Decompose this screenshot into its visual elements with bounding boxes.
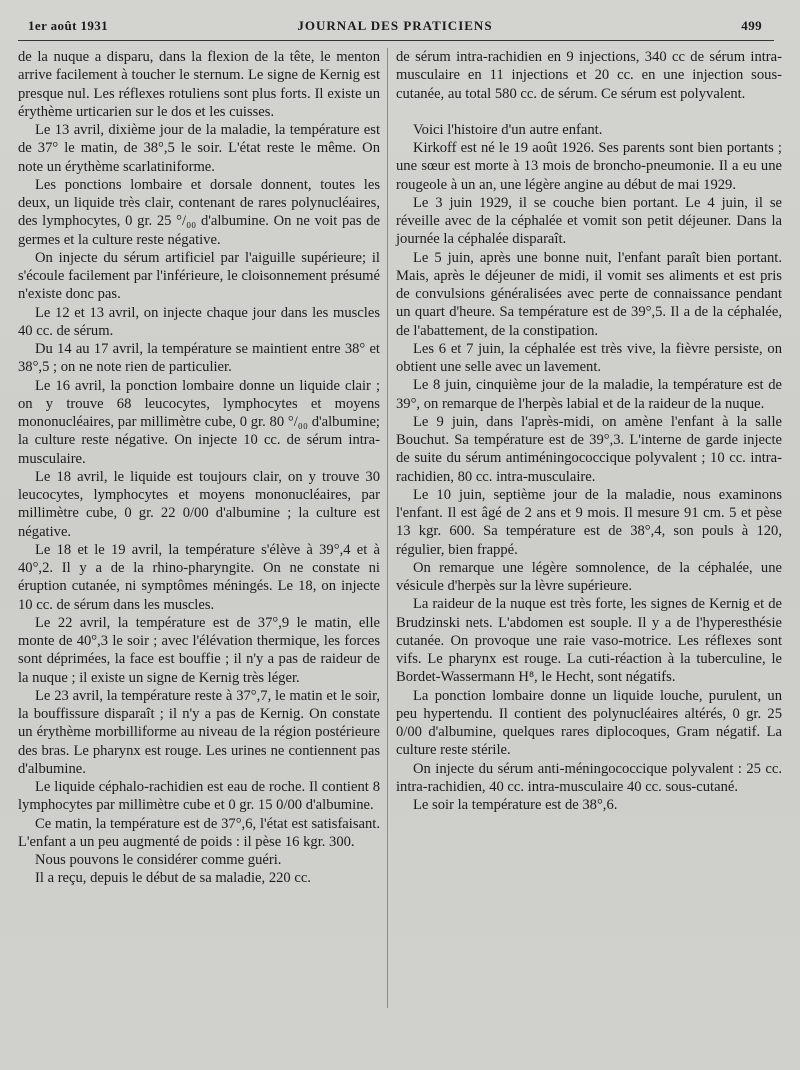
paragraph: On injecte du sérum artificiel par l'aiguille supérieure; il s'écoule facilement par l'inférieure, le cloisonnement présumé n'existe donc pas. [18,249,380,303]
column-divider [387,48,388,1008]
journal-title: JOURNAL DES PRATICIENS [297,18,493,33]
paragraph: La ponction lombaire donne un liquide louche, purulent, un peu hypertendu. Il contient des polynucléaires altérés, 0 gr. 25 0/00 d'albumine, quelques rares diplocoques, Gram négatif. La culture reste stérile. [396,687,782,759]
paragraph: Le 8 juin, cinquième jour de la maladie, la température est de 39°, on remarque de l'herpès labial et de la raideur de la nuque. [396,377,782,412]
left-column [18,48,380,888]
paragraph: Le 16 avril, la ponction lombaire donne un liquide clair ; on y trouve 68 leucocytes, lymphocytes et moyens mononucléaires, par millimètre cube, 0 gr. 80 °/₀₀ d'albumine; la culture reste négative. On injecte 10 cc. de sérum intra-musculaire. [18,377,380,467]
paragraph: Le 10 juin, septième jour de la maladie, nous examinons l'enfant. Il est âgé de 2 ans et 9 mois. Il mesure 91 cm. 5 et pèse 13 kgr. 600. Sa température est de 38°,4, son pouls à 120, régulier, bien frappé. [396,486,782,558]
paragraph: Nous pouvons le considérer comme guéri. [35,852,282,868]
paragraph: Le 22 avril, la température est de 37°,9 le matin, elle monte de 40°,3 le soir ; avec l'élévation thermique, les forces sont déprimées, la face est bouffie ; il n'y a pas de raideur de la nuque ; il existe un signe de Kernig très léger. [18,614,380,686]
paragraph: Le liquide céphalo-rachidien est eau de roche. Il contient 8 lymphocytes par millimètre cube et 0 gr. 15 0/00 d'albumine. [18,779,380,814]
paragraph: Le 9 juin, dans l'après-midi, on amène l'enfant à la salle Bouchut. Sa température est de 39°,3. L'interne de garde injecte de suite du sérum antiméningococcique polyvalent ; 10 cc. intra-rachidien, 80 cc. intra-musculaire. [396,413,782,485]
paragraph: Du 14 au 17 avril, la température se maintient entre 38° et 38°,5 ; on ne note rien de particulier. [18,341,380,376]
paragraph: Le 23 avril, la température reste à 37°,7, le matin et le soir, la bouffissure disparaît ; il n'y a pas de Kernig. On constate un érythème morbilliforme au niveau de la région postérieure des bras. Le pharynx est rouge. Les urines ne contiennent pas d'albumine. [18,687,380,777]
paragraph: Les 6 et 7 juin, la céphalée est très vive, la fièvre persiste, on obtient une selle avec un lavement. [396,340,782,375]
paragraph: Le 13 avril, dixième jour de la maladie, la température est de 37° le matin, de 38°,5 le soir. L'état reste le même. On note un érythème scarlatiniforme. [18,122,380,175]
header-rule [18,40,774,41]
paragraph: de la nuque a disparu, dans la flexion de la tête, le menton arrive facilement à toucher le sternum. Le signe de Kernig est presque nul. Les réflexes rotuliens sont plus forts. Il existe un érythème urticarien sur le dos et les cuisses. [18,49,380,120]
paragraph: Voici l'histoire d'un autre enfant. [413,121,603,138]
paragraph: Kirkoff est né le 19 août 1926. Ses parents sont bien portants ; une sœur est morte à 13 mois de broncho-pneumonie. Il a eu une rougeole à un an, une légère angine au début de mai 1929. [396,140,782,193]
paragraph: La raideur de la nuque est très forte, les signes de Kernig et de Brudzinski nets. L'abdomen est souple. Il y a de l'hyperesthésie cutanée. On provoque une raie vaso-motrice. Les réflexes sont vifs. Le pharynx est rouge. La cuti-réaction à la tuberculine, le Bordet-Wassermann H⁸, le Hecht, sont négatifs. [396,596,782,686]
paragraph: Les ponctions lombaire et dorsale donnent, toutes les deux, un liquide très clair, contenant de rares polynucléaires, des lymphocytes, 0 gr. 25 °/₀₀ d'albumine. On ne voit pas de germes et la culture reste négative. [18,176,380,248]
paragraph: Le 12 et 13 avril, on injecte chaque jour dans les muscles 40 cc. de sérum. [18,304,380,339]
issue-date: 1er août 1931 [28,18,109,33]
paragraph: On injecte du sérum anti-méningococcique polyvalent : 25 cc. intra-rachidien, 40 cc. intra-musculaire 40 cc. sous-cutané. [396,760,782,795]
paragraph: Le 18 avril, le liquide est toujours clair, on y trouve 30 leucocytes, lymphocytes et moyens mononucléaires, par millimètre cube, 0 gr. 22 0/00 d'albumine ; la culture est négative. [18,468,380,540]
paragraph: Il a reçu, depuis le début de sa maladie, 220 cc. [35,870,311,887]
page-number: 499 [741,18,762,33]
paragraph: Le soir la température est de 38°,6. [413,797,618,813]
right-column [396,48,782,814]
page-header [28,14,762,40]
paragraph: Ce matin, la température est de 37°,6, l'état est satisfaisant. L'enfant a un peu augmenté de poids : il pèse 16 kgr. 300. [18,815,380,850]
paragraph: Le 3 juin 1929, il se couche bien portant. Le 4 juin, il se réveille avec de la céphalée et vomit son petit déjeuner. Dans la journée la céphalée disparaît. [396,194,782,248]
paragraph: de sérum intra-rachidien en 9 injections, 340 cc de sérum intra-musculaire en 11 injections et 20 cc. en une injection sous-cutanée, au total 580 cc. de sérum. Ce sérum est polyvalent. [396,49,782,102]
paragraph: On remarque une légère somnolence, de la céphalée, une vésicule d'herpès sur la lèvre supérieure. [396,559,782,594]
paragraph: Le 18 et le 19 avril, la température s'élève à 39°,4 et à 40°,2. Il y a de la rhino-pharyngite. On ne constate ni éruption cutanée, ni symptômes méningés. Le 18, on injecte 10 cc. de sérum dans les muscles. [18,541,380,613]
paragraph: Le 5 juin, après une bonne nuit, l'enfant paraît bien portant. Mais, après le déjeuner de midi, il vomit ses aliments et est pris de convulsions généralisées avec perte de connaissance pendant un quart d'heure. Sa température est de 39°,5. Il a de la céphalée, de l'abattement, de la constipation. [396,249,782,339]
